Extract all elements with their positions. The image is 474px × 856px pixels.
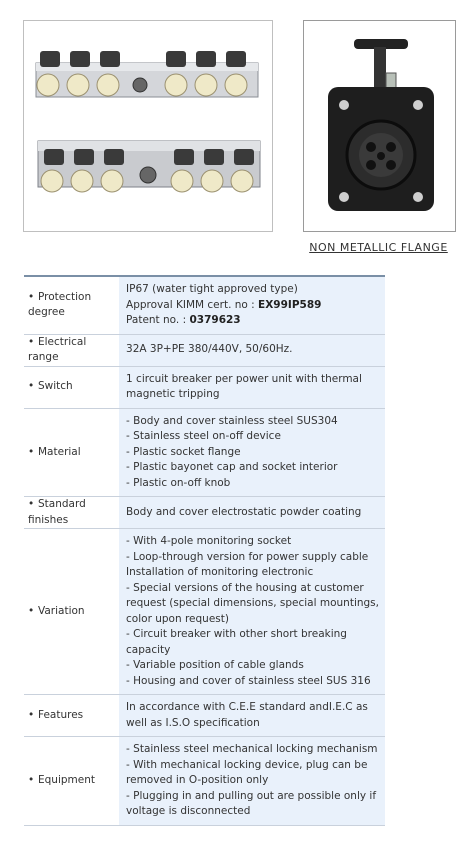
spec-row xyxy=(24,529,385,695)
spec-value-line xyxy=(126,581,379,597)
spec-value-text: - Plastic bayonet cap and socket interior xyxy=(126,461,338,473)
spec-value-cell xyxy=(119,366,385,408)
flange-photo xyxy=(303,20,456,232)
spec-value-text: - Special versions of the housing at customer xyxy=(126,581,364,594)
bullet-icon: • xyxy=(28,290,35,303)
spec-label: Material xyxy=(38,445,81,458)
spec-value-line xyxy=(126,674,379,690)
spec-value-text: - With 4-pole monitoring socket xyxy=(126,535,292,547)
spec-value-line xyxy=(126,298,379,314)
spec-value-text: - Housing and cover of stainless steel SUS 316 xyxy=(126,674,371,687)
bullet-icon: • xyxy=(28,335,35,348)
spec-value-cell xyxy=(119,276,385,334)
spec-row xyxy=(24,366,385,408)
spec-value-text: removed in O-position only xyxy=(126,774,269,786)
spec-value-text: - Variable position of cable glands xyxy=(126,659,304,671)
spec-value-cell xyxy=(119,695,385,737)
spec-label-cell xyxy=(24,408,119,497)
spec-value-line xyxy=(126,313,379,329)
spec-label: Standard finishes xyxy=(28,498,86,526)
bullet-icon: • xyxy=(28,708,35,721)
spec-value-line xyxy=(126,596,379,612)
spec-value-code: 0379623 xyxy=(189,314,241,326)
spec-label: Features xyxy=(38,708,84,721)
spec-value-text: - Circuit breaker with other short breaking xyxy=(126,628,347,640)
spec-value-cell xyxy=(119,737,385,826)
spec-value-line xyxy=(126,773,379,789)
spec-label: Protection degree xyxy=(28,290,92,319)
spec-value-text: - Plugging in and pulling out are possible only if xyxy=(126,789,377,802)
bullet-icon: • xyxy=(28,380,35,393)
spec-label-cell xyxy=(24,695,119,737)
spec-row xyxy=(24,695,385,737)
spec-value-line xyxy=(126,460,379,476)
spec-value-line xyxy=(126,342,379,358)
spec-value-cell xyxy=(119,529,385,695)
spec-value-line xyxy=(126,534,379,550)
spec-value-line xyxy=(126,445,379,461)
spec-value-line xyxy=(126,565,379,581)
spec-label-cell xyxy=(24,529,119,695)
spec-value-line xyxy=(126,658,379,674)
spec-label-cell xyxy=(24,497,119,529)
spec-row xyxy=(24,408,385,497)
spec-value-text: - Body and cover stainless steel SUS304 xyxy=(126,414,338,427)
spec-value-text: - Stainless steel mechanical locking mechanism xyxy=(126,743,378,755)
spec-value-line xyxy=(126,789,379,805)
spec-label: Switch xyxy=(38,380,73,393)
product-photo xyxy=(23,20,273,232)
spec-value-line xyxy=(126,387,379,403)
spec-value-line xyxy=(126,627,379,643)
spec-value-line xyxy=(126,716,379,732)
spec-value-line xyxy=(126,700,379,716)
spec-label: Equipment xyxy=(38,774,95,786)
spec-value-line xyxy=(126,742,379,758)
bullet-icon: • xyxy=(28,498,35,510)
spec-value-line xyxy=(126,550,379,566)
spec-value-text: Approval KIMM cert. no : xyxy=(126,298,259,311)
spec-value-cell xyxy=(119,497,385,529)
spec-value-line xyxy=(126,612,379,628)
distribution-box-illustration xyxy=(24,21,272,231)
spec-label-cell xyxy=(24,366,119,408)
spec-value-text: In accordance with C.E.E standard andI.E.C as xyxy=(126,701,368,713)
spec-value-cell xyxy=(119,334,385,366)
spec-value-text: IP67 (water tight approved type) xyxy=(126,283,298,295)
spec-value-line xyxy=(126,372,379,388)
spec-value-text: 32A 3P+PE 380/440V, 50/60Hz. xyxy=(126,343,293,356)
spec-value-text: - Stainless steel on-off device xyxy=(126,430,281,442)
spec-value-text: Body and cover electrostatic powder coating xyxy=(126,505,362,518)
spec-value-text: well as I.S.O specification xyxy=(126,716,260,729)
bullet-icon: • xyxy=(28,774,35,786)
spec-row xyxy=(24,334,385,366)
spec-label-cell xyxy=(24,737,119,826)
spec-value-text: Installation of monitoring electronic xyxy=(126,566,314,578)
spec-value-text: capacity xyxy=(126,643,171,656)
flange-socket-illustration xyxy=(304,21,455,231)
bullet-icon: • xyxy=(28,445,35,458)
spec-row xyxy=(24,737,385,826)
spec-value-text: magnetic tripping xyxy=(126,388,220,400)
spec-value-text: color upon request) xyxy=(126,612,229,625)
spec-label: Electrical range xyxy=(28,335,87,363)
spec-value-line xyxy=(126,758,379,774)
spec-value-cell xyxy=(119,408,385,497)
spec-value-line xyxy=(126,414,379,430)
spec-value-line xyxy=(126,429,379,445)
flange-caption: NON METALLIC FLANGE xyxy=(309,241,448,254)
spec-value-line xyxy=(126,476,379,492)
spec-table xyxy=(24,275,385,826)
spec-value-text: - Loop-through version for power supply cable xyxy=(126,550,369,563)
spec-value-line xyxy=(126,804,379,820)
spec-row xyxy=(24,276,385,334)
spec-value-line xyxy=(126,643,379,659)
spec-value-text: - Plastic on-off knob xyxy=(126,476,231,489)
spec-value-line xyxy=(126,505,379,521)
spec-value-text: Patent no. : xyxy=(126,314,190,326)
spec-label-cell xyxy=(24,276,119,334)
spec-row xyxy=(24,497,385,529)
spec-value-text: - With mechanical locking device, plug can be xyxy=(126,758,368,771)
spec-value-text: 1 circuit breaker per power unit with thermal xyxy=(126,372,362,385)
spec-label-cell xyxy=(24,334,119,366)
spec-value-line xyxy=(126,282,379,298)
spec-value-text: voltage is disconnected xyxy=(126,805,251,817)
spec-value-code: EX99IP589 xyxy=(258,298,322,311)
bullet-icon: • xyxy=(28,604,35,617)
spec-value-text: - Plastic socket flange xyxy=(126,445,241,458)
spec-label: Variation xyxy=(38,604,85,617)
spec-value-text: request (special dimensions, special mountings, xyxy=(126,597,379,609)
